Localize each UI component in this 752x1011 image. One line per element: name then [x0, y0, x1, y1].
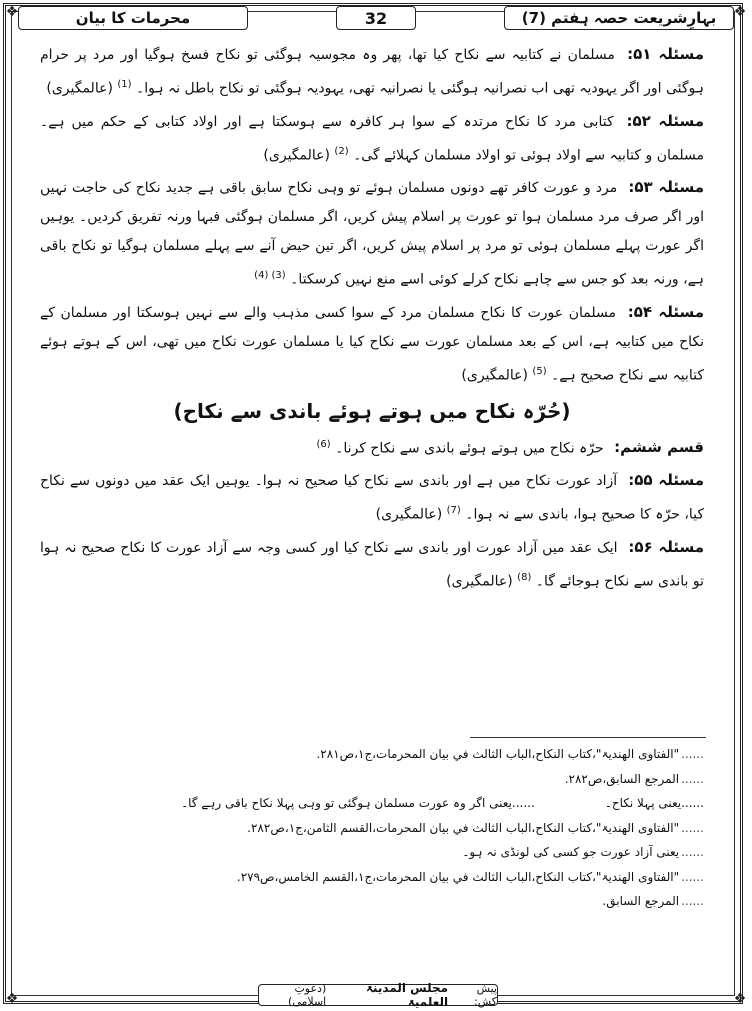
footnote-ref: (8) [517, 571, 532, 583]
footnote-text: المرجع السابق. [602, 894, 680, 908]
footnote-text: یعنی اگر وہ عورت مسلمان ہوگئی تو وہی پہلا نکاح باقی رہے گا۔ [181, 796, 512, 810]
corner-ornament-icon: ❖ [733, 4, 747, 20]
masala-paragraph [40, 107, 704, 171]
source-citation: (عالمگیری) [46, 80, 113, 97]
masala-paragraph [40, 533, 704, 597]
masala-text: کتابی مرد کا نکاح مرتدہ کے سوا ہر کافرہ سے ہوسکتا ہے اور اولاد کتابی کے حکم میں ہے۔ مسلمان و کتابیہ سے اولاد ہوئی تو اولاد مسلمان کہلائے گی۔ [40, 113, 704, 164]
footnote-text: "الفتاوی الھندیۃ"،کتاب النکاح،الباب الثالث في بیان المحرمات،ج۱،ص۲۸۱. [316, 747, 680, 761]
footnote-ref: (5) [532, 365, 547, 377]
masala-text: مرد و عورت کافر تھے دونوں مسلمان ہوئے تو وہی نکاح سابق باقی ہے جدید نکاح کی حاجت نہیں اور اگر صرف مرد مسلمان ہوا تو عورت پر اسلام پیش کریں، اگر مسلمان ہوگئی فبہا ورنہ تفریق کردیں۔ یوہیں اگر عورت پہلے مسلمان ہوئی تو مرد پر اسلام پیش کریں، اگر تین حیض آنے سے پہلے مسلمان ہوگیا تو نکاح باقی ہے، ورنہ بعد کو جس سے چاہے نکاح کرلے کوئی اسے منع نہیں کرسکتا۔ [40, 180, 704, 288]
footer-prefix: پیش کش: [474, 982, 497, 1008]
footnote-ref: (2) [334, 145, 349, 157]
footnote-ref: (3) (4) [254, 270, 286, 282]
footnote-text: "الفتاوی الھندیۃ"،کتاب النکاح،الباب الثالث في بیان المحرمات،ج۱،القسم الخامس،ص۲۷۹. [236, 869, 680, 884]
footnote-item: ......یعنی پہلا نکاح۔ ......یعنی اگر وہ عورت مسلمان ہوگئی تو وہی پہلا نکاح باقی رہے گا۔ [181, 796, 704, 810]
footnote-text: یعنی آزاد عورت جو کسی کی لونڈی نہ ہو۔ [462, 845, 680, 859]
source-citation: (عالمگیری) [375, 506, 443, 523]
publisher-name: مجلس المدینۃ العلمیۃ [365, 981, 449, 1009]
page-header [18, 6, 734, 32]
footnotes [40, 742, 704, 914]
section-intro [40, 430, 704, 464]
footnote-item: ...... "الفتاوی الھندیۃ"،کتاب النکاح،الباب الثالث في بیان المحرمات،القسم الثامن،ج۱،ص۲۸۲. [40, 816, 704, 841]
section-intro-text: حرّہ نکاح میں ہوتے ہوئے باندی سے نکاح کرنا۔ [335, 440, 604, 457]
masala-label: مسئلہ ۵۴: [627, 302, 705, 321]
footnote-text: یعنی پہلا نکاح۔ [604, 796, 682, 810]
footnote-ref: (7) [446, 505, 461, 517]
book-title: بہارِشریعت حصہ ہفتم (7) [504, 6, 734, 30]
corner-ornament-icon: ❖ [733, 991, 747, 1007]
masala-text: مسلمان عورت کا نکاح مسلمان مرد کے سوا کسی مذہب والے سے نہیں ہوسکتا اور مسلمان کے نکاح میں کتابیہ ہے، اس کے بعد مسلمان عورت سے نکاح کیا یا مسلمان عورت نکاح میں تھی، اس کے ہوتے ہوئے کتابیہ سے نکاح صحیح ہے۔ [40, 304, 704, 384]
footnote-item: ...... "الفتاوی الھندیۃ"،کتاب النکاح،الباب الثالث في بیان المحرمات،ج۱،ص۲۸۱. [40, 742, 704, 767]
main-text [40, 40, 704, 600]
source-citation: (عالمگیری) [263, 147, 330, 164]
footnote-ref: (1) [117, 79, 132, 90]
footnote-text: المرجع السابق،ص۲۸۲. [564, 771, 680, 786]
section-intro-label: قسم ششم: [614, 438, 704, 457]
chapter-title: محرمات کا بیان [18, 6, 248, 30]
footnote-item: ...... "الفتاوی الھندیۃ"،کتاب النکاح،الباب الثالث في بیان المحرمات،ج۱،القسم الخامس،ص۲۷۹. [40, 865, 704, 890]
section-heading: (حُرّہ نکاح میں ہوتے ہوئے باندی سے نکاح) [173, 398, 571, 423]
masala-label: مسئلہ ۵۵: [628, 471, 705, 490]
masala-text: ایک عقد میں آزاد عورت اور باندی سے نکاح کیا اور کسی وجہ سے آزاد عورت کا نکاح صحیح نہ ہوا تو باندی سے نکاح ہوجائے گا۔ [40, 539, 704, 590]
page-number: 32 [336, 6, 416, 30]
masala-label: مسئلہ ۵۱: [627, 45, 705, 63]
masala-label: مسئلہ ۵۲: [626, 111, 704, 130]
masala-paragraph [40, 466, 704, 530]
source-citation: (عالمگیری) [461, 367, 528, 384]
masala-text: آزاد عورت نکاح میں ہے اور باندی سے نکاح کیا صحیح نہ ہوا۔ یوہیں ایک عقد میں دونوں سے نکاح کیا، حرّہ کا صحیح ہوا، باندی سے نہ ہوا۔ [40, 473, 704, 523]
corner-ornament-icon: ❖ [5, 991, 19, 1007]
masala-paragraph [40, 298, 704, 391]
masala-paragraph [40, 173, 704, 295]
footer-suffix: (دعوتِ اسلامی) [288, 982, 327, 1008]
corner-ornament-icon: ❖ [5, 4, 19, 20]
masala-label: مسئلہ ۵۶: [628, 537, 704, 556]
masala-paragraph [40, 40, 704, 104]
source-citation: (عالمگیری) [446, 573, 513, 590]
footnote-text: "الفتاوی الھندیۃ"،کتاب النکاح،الباب الثالث في بیان المحرمات،القسم الثامن،ج۱،ص۲۸۲. [247, 820, 680, 835]
footnote-item: ...... المرجع السابق. [40, 889, 704, 914]
footnote-ref: (6) [316, 438, 331, 450]
footnote-separator [470, 737, 706, 738]
masala-text: مسلمان نے کتابیہ سے نکاح کیا تھا، پھر وہ مجوسیہ ہوگئی تو نکاح فسخ ہوگیا اور مرد پر حرام ہوگئی اور اگر یہودیہ تھی اب نصرانیہ ہوگئی یا نصرانیہ تھی، یہودیہ ہوگئی تو نکاح باطل نہ ہوا۔ [40, 47, 704, 97]
footnote-item: ...... یعنی آزاد عورت جو کسی کی لونڈی نہ ہو۔ [40, 840, 704, 865]
masala-label: مسئلہ ۵۳: [628, 178, 705, 197]
page-footer [258, 981, 498, 1009]
footnote-item: ...... المرجع السابق،ص۲۸۲. [40, 767, 704, 792]
